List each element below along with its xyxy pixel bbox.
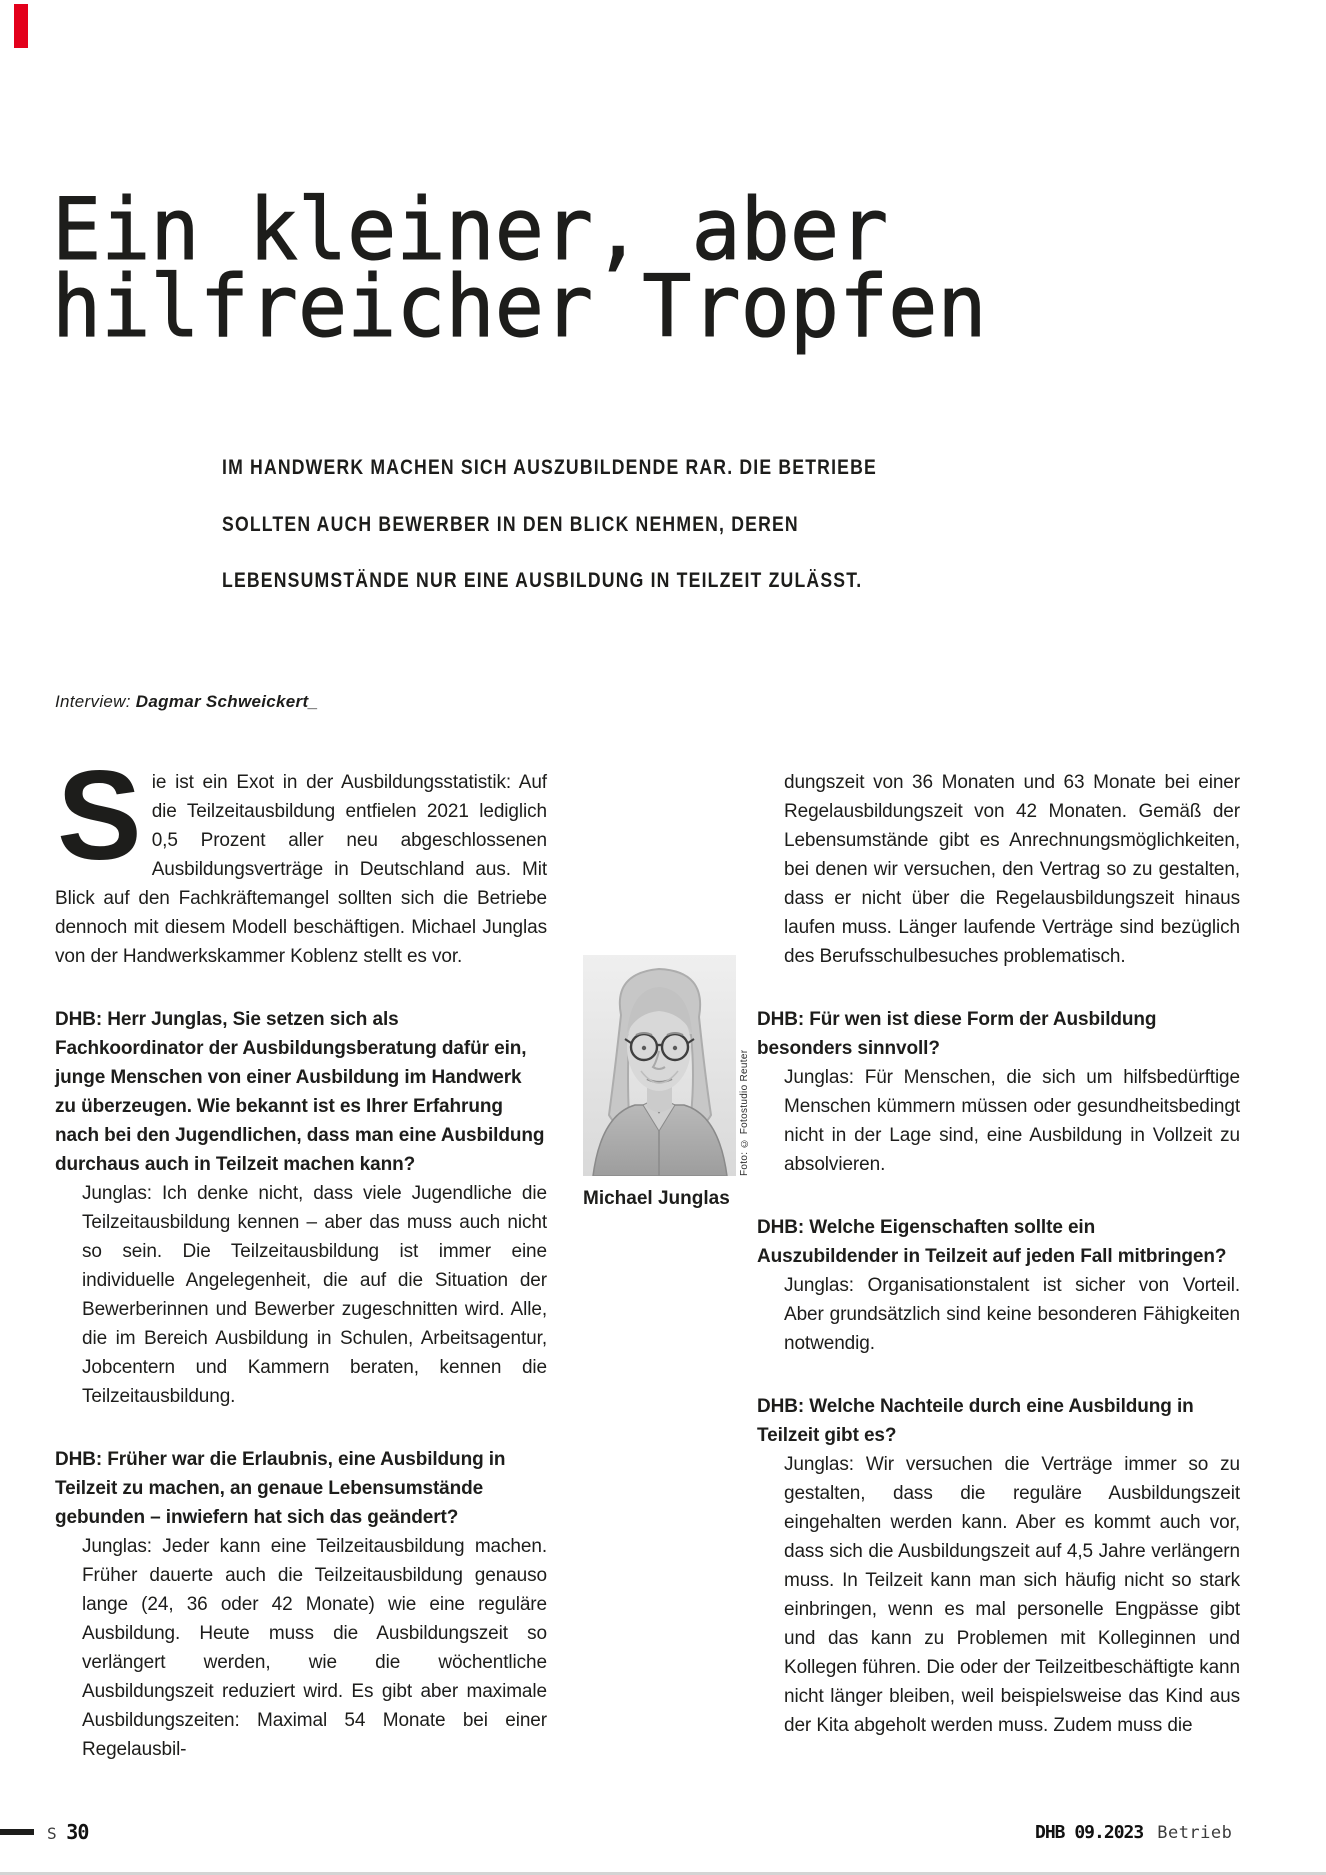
interview-answer: Junglas: Organisationstalent ist sicher von Vorteil. Aber grundsätzlich sind keine besonderen Fähigkeiten notwendig. — [784, 1275, 1240, 1354]
footer-page-value: 30 — [66, 1820, 89, 1844]
standfirst-line: LEBENSUMSTÄNDE NUR EINE AUSBILDUNG IN TEILZEIT ZULÄSST. — [222, 569, 863, 592]
dropcap: S — [57, 744, 140, 886]
footer-page-number — [47, 1820, 88, 1844]
footer-rule — [0, 1829, 34, 1835]
interview-answer: Junglas: Wir versuchen die Verträge immer so zu gestalten, dass die reguläre Ausbildungszeit eingehalten werden kann. Aber es kommt auch vor, dass sich die Ausbildungszeit auf 4,5 Jahre verlängern muss. In Teilzeit kann man sich häufig nicht so stark einbringen, wenn es mal personelle Engpässe gibt und das kann zu Problemen mit Kolleginnen und Kollegen führen. Die oder der Teilzeitbeschäftigte kann nicht länger bleiben, weil beispielsweise das Kind aus der Kita abgeholt werden muss. Zudem muss die — [784, 1454, 1240, 1736]
footer-page-prefix: S — [47, 1824, 57, 1843]
lead-paragraph — [55, 744, 547, 971]
photo-credit: Foto: © Fotostudio Reuter — [739, 1049, 750, 1176]
interview-answer-continued: dungszeit von 36 Monaten und 63 Monate bei einer Regelausbildungszeit von 42 Monaten. Gemäß der Lebensumstände gibt es Anrechnungsmöglichkeiten, bei denen wir versuchen, den Vertrag so zu gestalten, dass er nicht über die Regelausbildungszeit hinaus laufen muss. Länger laufende Verträge sind bezüglich des Berufsschulbesuches problematisch. — [784, 772, 1240, 967]
footer-issue-label: DHB 09.2023 — [1035, 1822, 1144, 1843]
byline-author: Dagmar Schweickert_ — [135, 692, 319, 711]
interview-question: DHB: Welche Eigenschaften sollte ein Auszubildender in Teilzeit auf jeden Fall mitbringen? — [757, 1217, 1227, 1267]
portrait-illustration — [583, 955, 736, 1176]
article-column-2 — [757, 768, 1240, 1740]
red-corner-marker — [14, 4, 28, 48]
interview-question: DHB: Früher war die Erlaubnis, eine Ausbildung in Teilzeit zu machen, an genaue Lebensumstände gebunden – inwiefern hat sich das geändert? — [55, 1449, 506, 1528]
standfirst-line: IM HANDWERK MACHEN SICH AUSZUBILDENDE RAR. DIE BETRIEBE — [222, 456, 877, 479]
photo-caption: Michael Junglas — [583, 1188, 730, 1209]
interview-answer: Junglas: Für Menschen, die sich um hilfsbedürftige Menschen kümmern müssen oder gesundheitsbedingt nicht in der Lage sind, eine Ausbildung in Vollzeit zu absolvieren. — [784, 1067, 1240, 1175]
byline — [55, 692, 318, 712]
standfirst-line: SOLLTEN AUCH BEWERBER IN DEN BLICK NEHMEN, DEREN — [222, 512, 799, 536]
article-title-line1: Ein kleiner, aber — [52, 180, 889, 280]
interview-question: DHB: Welche Nachteile durch eine Ausbildung in Teilzeit gibt es? — [757, 1396, 1194, 1446]
article-title — [52, 180, 987, 357]
article-column-1 — [55, 744, 547, 1764]
footer-issue-info — [1035, 1822, 1232, 1843]
michael-junglas-photo — [583, 955, 736, 1176]
interview-answer: Junglas: Jeder kann eine Teilzeitausbildung machen. Früher dauerte auch die Teilzeitausbildung genauso lange (24, 36 oder 42 Monate) wie eine reguläre Ausbildung. Heute muss die Ausbildungszeit so verlängert werden, wie die wöchentliche Ausbildungszeit reduziert wird. Es gibt aber maximale Ausbildungszeiten: Maximal 54 Monate bei einer Regelausbil- — [82, 1536, 547, 1760]
interview-answer: Junglas: Ich denke nicht, dass viele Jugendliche die Teilzeitausbildung kennen – aber das muss auch nicht so sein. Die Teilzeitausbildung ist immer eine individuelle Angelegenheit, die auf die Situation der Bewerberinnen und Bewerber zugeschnitten wird. Alle, die im Bereich Ausbildung in Schulen, Arbeitsagentur, Jobcentern und Kammern beraten, kennen die Teilzeitausbildung. — [82, 1183, 547, 1407]
standfirst — [222, 440, 982, 610]
article-title-line2: hilfreicher Tropfen — [52, 257, 987, 357]
byline-prefix: Interview: — [55, 692, 131, 711]
footer-section-label: Betrieb — [1157, 1823, 1233, 1843]
interview-question: DHB: Herr Junglas, Sie setzen sich als Fachkoordinator der Ausbildungsberatung dafür ein, junge Menschen von einer Ausbildung im Handwerk zu überzeugen. Wie bekannt ist es Ihrer Erfahrung nach bei den Jugendlichen, dass man eine Ausbildung durchaus auch in Teilzeit machen kann? — [55, 1009, 545, 1175]
lead-text: ie ist ein Exot in der Ausbildungsstatistik: Auf die Teilzeitausbildung entfielen 2021 lediglich 0,5 Prozent aller neu abgeschlossenen Ausbildungsverträge in Deutschland aus. Mit Blick auf den Fachkräftemangel sollten sich die Betriebe dennoch mit diesem Modell beschäftigen. Michael Junglas von der Handwerkskammer Koblenz stellt es vor. — [55, 772, 547, 967]
interview-question: DHB: Für wen ist diese Form der Ausbildung besonders sinnvoll? — [757, 1009, 1157, 1059]
